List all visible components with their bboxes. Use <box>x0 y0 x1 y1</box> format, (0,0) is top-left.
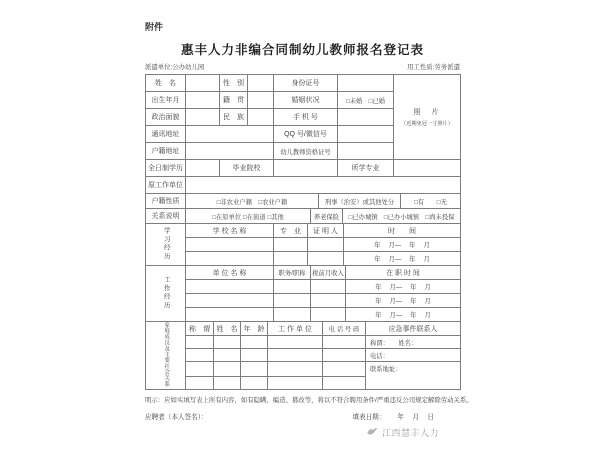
note-text: 明示：应如实填写表上所有内容，如有隐瞒、编造、篡改等，将以不符合聘用条件/严重违反公司规定解除劳动关系。 <box>145 396 473 404</box>
family-name-field <box>214 349 241 362</box>
ethnicity-label: 民 族 <box>220 109 248 126</box>
birth-date-field <box>186 92 220 109</box>
work-header-position: 职务/职称 <box>274 266 311 280</box>
family-header-relation: 称 谓 <box>186 322 214 336</box>
study-major-field <box>274 252 308 266</box>
family-row <box>146 336 461 349</box>
education-label: 全日制学历 <box>146 160 186 177</box>
family-relation-field <box>186 376 214 389</box>
family-header-employer: 工 作 单 位 <box>268 322 323 336</box>
photo-label: 照 片 <box>413 109 441 116</box>
graduate-school-field <box>274 160 338 177</box>
study-time-placeholder: 年 月— 年 月 <box>344 252 461 266</box>
family-age-field <box>241 376 268 389</box>
employment-type-label: 用工性质:劳务派遣 <box>407 64 460 71</box>
ethnicity-field <box>248 109 274 126</box>
study-witness-field <box>308 238 344 252</box>
study-header-school: 学 校 名 称 <box>186 224 274 238</box>
form-date-label: 填表日期： <box>352 413 386 421</box>
work-row <box>146 308 461 322</box>
id-number-label: 身份证号 <box>274 75 338 92</box>
graduate-school-label: 毕业院校 <box>220 160 274 177</box>
pension-label: 养老保险 <box>311 209 343 224</box>
family-employer-field <box>268 336 323 349</box>
work-time-placeholder: 年 月— 年 月 <box>346 294 461 308</box>
native-place-field <box>248 92 274 109</box>
family-phone-field <box>323 336 366 349</box>
mobile-label: 手 机 号 <box>274 109 338 126</box>
criminal-penalty-label: 刑事（治安）或其他处分 <box>319 194 401 209</box>
logo-text: 江西慧丰人力 <box>382 428 440 438</box>
family-table <box>145 321 461 390</box>
family-relation-field <box>186 349 214 362</box>
study-header-time: 时 间 <box>344 224 461 238</box>
work-row <box>146 294 461 308</box>
household-address-label: 户籍地址 <box>146 143 186 160</box>
study-school-field <box>186 252 274 266</box>
hukou-type-label: 户籍性质 <box>146 194 186 209</box>
teacher-cert-label: 幼儿教师资格证号 <box>274 143 338 160</box>
id-number-field <box>338 75 394 92</box>
family-row <box>146 362 461 377</box>
name-label: 姓 名 <box>146 75 186 92</box>
family-name-field <box>214 362 241 377</box>
study-time-placeholder: 年 月— 年 月 <box>344 238 461 252</box>
family-header-phone: 电 话 号 码 <box>323 322 366 336</box>
logo-swoosh-icon <box>366 426 379 439</box>
form-title: 惠丰人力非编合同制幼儿教师报名登记表 <box>180 43 424 57</box>
teacher-cert-field <box>338 143 394 160</box>
mailing-address-label: 通讯地址 <box>146 126 186 143</box>
family-relation-field <box>186 336 214 349</box>
work-header-tenure: 在 职 时 间 <box>346 266 461 280</box>
family-age-field <box>241 336 268 349</box>
form-sheet <box>145 0 473 421</box>
marital-status-label: 婚姻状况 <box>274 92 338 109</box>
study-witness-field <box>308 252 344 266</box>
political-status-label: 政治面貌 <box>146 109 186 126</box>
work-header-salary: 税前月收入 <box>311 266 346 280</box>
family-age-field <box>241 349 268 362</box>
work-time-placeholder: 年 月— 年 月 <box>346 308 461 322</box>
family-name-field <box>214 376 241 389</box>
study-section-label: 学习经历 <box>146 224 186 266</box>
work-employer-field <box>186 308 274 322</box>
photo-cell <box>394 75 461 160</box>
major-label: 所学专业 <box>338 160 394 177</box>
work-row <box>146 280 461 294</box>
form-subline <box>145 62 460 71</box>
work-salary-field <box>311 280 346 294</box>
household-address-field <box>186 143 274 160</box>
qq-wechat-field <box>338 126 394 143</box>
birth-date-label: 出生年月 <box>146 92 186 109</box>
photo-note: （近期免冠一寸照片） <box>401 121 453 127</box>
emergency-title-name: 称谓： 姓名： <box>366 336 461 349</box>
family-phone-field <box>323 349 366 362</box>
study-header-witness: 证 明 人 <box>308 224 344 238</box>
basic-info-table <box>145 74 461 194</box>
gender-field <box>248 75 274 92</box>
study-major-field <box>274 238 308 252</box>
family-section-label: 家庭成员及主要社会关系 <box>146 322 186 390</box>
family-employer-field <box>268 376 323 389</box>
major-field <box>394 160 461 177</box>
applicant-signature-label: 应聘者（本人签名）： <box>145 413 208 421</box>
name-field <box>186 75 220 92</box>
relation-pension-row <box>145 208 461 224</box>
relation-note-label: 关系说明 <box>146 209 186 224</box>
family-header-name: 姓 名 <box>214 322 241 336</box>
family-age-field <box>241 362 268 377</box>
relation-note-options: □在原单位 □在街道 □其他 <box>186 209 311 224</box>
work-employer-field <box>186 280 274 294</box>
company-logo <box>366 426 439 439</box>
work-header-employer: 单 位 名 称 <box>186 266 274 280</box>
political-status-field <box>186 109 220 126</box>
work-position-field <box>274 308 311 322</box>
work-position-field <box>274 280 311 294</box>
education-field <box>186 160 220 177</box>
family-phone-field <box>323 362 366 377</box>
attachment-label: 附件 <box>145 22 164 32</box>
hukou-type-options: □非农业户籍 □农业户籍 <box>186 194 319 209</box>
hukou-criminal-row <box>145 193 461 209</box>
study-row <box>146 238 461 252</box>
work-section-label: 工作经历 <box>146 266 186 322</box>
family-header-age: 年 龄 <box>241 322 268 336</box>
previous-employer-field <box>186 177 461 194</box>
study-row <box>146 252 461 266</box>
family-employer-field <box>268 362 323 377</box>
work-history-table <box>145 265 461 322</box>
marital-status-options: □未婚 □已婚 <box>338 92 394 109</box>
dispatch-unit-label: 派遣单位:公办幼儿园 <box>145 64 205 71</box>
signature-row <box>145 411 460 421</box>
criminal-penalty-options: □有 □无 <box>401 194 461 209</box>
previous-employer-label: 原工作单位 <box>146 177 186 194</box>
family-name-field <box>214 336 241 349</box>
work-salary-field <box>311 308 346 322</box>
form-date-value: 年 月 日 <box>397 413 434 421</box>
study-header-major: 专 业 <box>274 224 308 238</box>
mailing-address-field <box>186 126 274 143</box>
qq-wechat-label: QQ 号/微信号 <box>274 126 338 143</box>
family-relation-field <box>186 362 214 377</box>
study-school-field <box>186 238 274 252</box>
family-row <box>146 349 461 362</box>
native-place-label: 籍 贯 <box>220 92 248 109</box>
work-salary-field <box>311 294 346 308</box>
emergency-address: 联系地址： <box>366 362 461 390</box>
gender-label: 性 别 <box>220 75 248 92</box>
date-group <box>352 411 434 421</box>
work-employer-field <box>186 294 274 308</box>
family-phone-field <box>323 376 366 389</box>
work-time-placeholder: 年 月— 年 月 <box>346 280 461 294</box>
pension-options: □已办城镇 □已办小城镇 □尚未投保 <box>343 209 461 224</box>
family-employer-field <box>268 349 323 362</box>
mobile-field <box>338 109 394 126</box>
study-history-table <box>145 223 461 266</box>
emergency-contact-header: 应急事件联系人 <box>366 322 461 336</box>
emergency-phone: 电话： <box>366 349 461 362</box>
work-position-field <box>274 294 311 308</box>
